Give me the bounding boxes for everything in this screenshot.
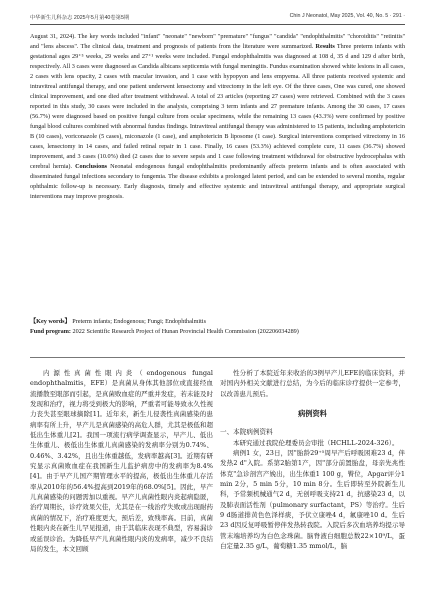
journal-header-right: Chin J Neonatol, May 2025, Vol. 40, No. 5 · 291 · bbox=[289, 13, 405, 19]
section-divider bbox=[30, 357, 405, 358]
fund-label: Fund program: bbox=[30, 328, 71, 335]
fund-program bbox=[30, 327, 405, 337]
conclusions-label: Conclusions bbox=[75, 163, 108, 171]
intro-paragraph: 内源性真菌性眼内炎（endogenous fungal endophthalmitis，EFE）是真菌从身体其他部位或直接经血流播散至眼部而引起，是真菌败血症的严重并发症，若未能及时发现和治疗，视力将受到极大的影响，严重者可能导致永久性视力丧失甚至眼球摘除[1]。近年来，新生儿侵袭性真菌感染的患病率有所上升，早产儿是真菌感染的高危人群，尤其是极低和超低出生体重儿[2]。我国一项流行病学调查显示，早产儿、低出生体重儿、极低出生体重儿真菌感染的发病率分别为0.74%、0.46%、3.42%，且出生体重越低，发病率越高[3]。近期有研究显示真菌败血症在我国新生儿监护病房中的发病率为8.4%[4]。由于早产儿国产期管理水平的提高，极低出生体重儿存活率从2010年的56.4%提高到2019年的68.0%[5]。因此，早产儿真菌感染的问题需加以重视。早产儿真菌性眼内炎起病隐匿，治疗周期长，诊疗效果欠佳，尤其是在一线治疗失败或出现耐药真菌的情况下，治疗难度更大，预后差，致残率高。目前，真菌性眼内炎在新生儿罕见报道，由于其临床表现不典型，容易漏诊或延误诊治。为降低早产儿真菌性眼内炎的发病率，减少不良结局的发生，本文回顾 bbox=[30, 369, 213, 553]
abstract-text-3: Neonatal endogenous fungal endophthalmitis predominantly affects preterm infants and is often associated with disseminated fungal infections secondary to fungemia. The disease exhibits a prolonged latent period, and can be extended to several months, regular ophthalmic follow-up is necessary. Early diagnosis, timely and effective systemic and intravitreal antifungal therapy, and appropriate surgical interventions may improve prognosis. bbox=[30, 163, 405, 201]
abstract-text-1: August 31, 2024). The key words included "infant" "neonate" "newborn" "premature" "fungus" "candida" "endophthalmitis" "choroiditis" "retinitis" and "lens abscess". The clinical data, treatment and prognosis of patients from the literature were summarized. bbox=[30, 33, 405, 51]
english-abstract bbox=[30, 32, 405, 322]
left-column bbox=[30, 368, 213, 596]
fund-text: 2022 Scientific Research Project of Hunan Provincial Health Commission (202206034289) bbox=[70, 328, 299, 335]
keywords-text: Preterm infants; Endogenous; Fungi; Endophthalmitis bbox=[70, 318, 206, 325]
results-label: Results bbox=[315, 43, 335, 51]
case-1-paragraph: 病例1 女，23日，因"胎龄29⁺⁵周早产后呼吸困难23 d，伴发热2 d"入院。系第2胎第1产，因"部分前置胎盘，母亲先兆性体克"急诊剖宫产娩出，出生体重1 100 g，臀位，Apgar评分1 min 2分，5 min 5分，10 min 8分。生后即转至外院新生儿科，予常频机械通气2 d，无创呼吸支持21 d，抗感染23 d，以及肺表面活性剂（pulmonary surfactant，PS）等治疗。生后9 d肠道排黄色色泽样痰，予伏立康唑4 d，氟康唑10 d。生后23 d因反复呼吸暂停伴发热转我院。入院后多次血培养均提示导管末端培养均为白色念珠菌。脑脊液白细胞总数22×10⁹/L，蛋白定量2.35 g/L，葡萄糖1.35 mmol/L，脑 bbox=[220, 449, 405, 551]
header-rule bbox=[30, 24, 405, 25]
journal-header-left: 中华新生儿科杂志 2025年5月第40卷第5期 bbox=[30, 15, 130, 21]
abstract-text-2: Three preterm infants with gestational ages 29⁺⁵ weeks, 29 weeks and 27⁺¹ weeks were included. Fungal endophthalmitis was diagnosed at 108 d, 35 d and 129 d after birth, respectively. All 3 cases were diagnosed as Candida albicans septicemia with fungal meningitis. Fundus examination showed white lesions in all cases, 2 cases with lens opacity, 2 cases with macular invasion, and 1 case with hypopyon and lens empyema. All three patients received systemic and intravitreal antifungal therapy, and one patient underwent lensectomy and vitrectomy in the left eye. Of the three cases, One was cured, one showed clinical improvement, and one died after treatment withdrawal. A total of 23 articles (reporting 27 cases) were retrieved. Combined with the 3 cases reported in this study, 30 cases were included in the analysis, comprising 3 term infants and 27 premature infants. Among the 30 cases, 17 cases (56.7%) were diagnosed based on positive fungal culture from ocular specimens, while the remaining 13 cases (43.3%) were confirmed by positive fungal blood cultures combined with abnormal fundus findings. Intravitreal antifungal therapy was administered to 15 patients, including amphotericin B (10 cases), voriconazole (5 cases), miconazole (1 case), and amphotericin B liposome (1 case). Surgical interventions comprised vitrectomy in 16 cases, lensectomy in 14 cases, and failed retinal repair in 1 case. Finally, 16 cases (53.3%) achieved complete cure, 11 cases (36.7%) showed improvement, and 3 cases (10.0%) died (2 cases due to severe sepsis and 1 case following treatment withdrawal for obstructive hydrocephalus with cerebral hernia). bbox=[30, 43, 405, 171]
ethics-paragraph: 本研究通过我院伦理委员会审批（HCHLL-2024-326）。 bbox=[233, 438, 399, 447]
right-column bbox=[220, 368, 405, 596]
keywords bbox=[30, 317, 405, 327]
section-title: 病例资料 bbox=[298, 409, 327, 419]
subsection-title: 一、本院病例资料 bbox=[220, 428, 273, 437]
keywords-label: 【Key words】 bbox=[30, 318, 71, 325]
intro-paragraph-cont: 性分析了本院近年来收治的3例早产儿EFE的临床资料，并对国内外相关文献进行总结，为今后的临床诊疗提供一定参考，以改善患儿预后。 bbox=[220, 369, 405, 398]
